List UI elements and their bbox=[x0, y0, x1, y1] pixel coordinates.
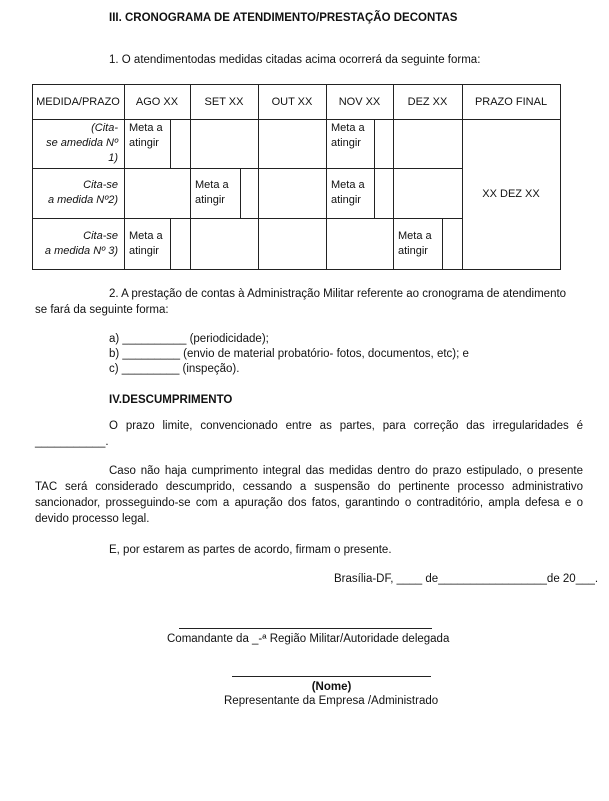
section-title: III. CRONOGRAMA DE ATENDIMENTO/PRESTAÇÃO DECONTAS bbox=[109, 12, 458, 24]
row1-ago-meta: Meta a atingir bbox=[129, 122, 163, 149]
row1-nov-meta: Meta a atingir bbox=[331, 122, 365, 149]
prazo-final-value: XX DEZ XX bbox=[482, 188, 540, 200]
header-medida-prazo: MEDIDA/PRAZO bbox=[36, 96, 120, 108]
item-1-text: 1. O atendimentodas medidas citadas acima ocorrerá da seguinte forma: bbox=[109, 54, 481, 66]
header-dez: DEZ XX bbox=[407, 96, 448, 108]
descumprimento-line1: O prazo limite, convencionado entre as partes, para correção das irregularidades é bbox=[109, 420, 583, 432]
signature-1-label: Comandante da _-ª Região Militar/Autoridade delegada bbox=[167, 633, 450, 645]
schedule-table bbox=[32, 84, 561, 270]
header-prazo-final: PRAZO FINAL bbox=[474, 96, 548, 108]
local-data: Brasília-DF, ____ de_________________de 20___. bbox=[334, 573, 599, 585]
signature-2-role: Representante da Empresa /Administrado bbox=[224, 695, 439, 707]
item-2-line2: se fará da seguinte forma: bbox=[35, 304, 169, 316]
signature-line-1 bbox=[179, 628, 432, 629]
caso-line1: Caso não haja cumprimento integral das medidas dentro do prazo estipulado, o presente bbox=[109, 465, 583, 477]
signature-line-2 bbox=[232, 676, 431, 677]
row2-set-meta: Meta a atingir bbox=[195, 179, 229, 206]
caso-line3: sancionador, prosseguindo-se com a apuração dos fatos, garantindo o contraditório, ampla defesa e o bbox=[35, 497, 583, 509]
header-out: OUT XX bbox=[271, 96, 313, 108]
caso-line2: TAC será considerado descumprido, cessando a suspensão do pertinente processo administrativo bbox=[35, 481, 583, 493]
section-4-title: IV.DESCUMPRIMENTO bbox=[109, 394, 233, 406]
list-item-b: b) _________ (envio de material probatório- fotos, documentos, etc); e bbox=[109, 348, 469, 360]
row2-medida: Cita-se a medida Nº2) bbox=[47, 179, 118, 206]
acordo-text: E, por estarem as partes de acordo, firmam o presente. bbox=[109, 544, 392, 556]
descumprimento-line2: ___________. bbox=[35, 436, 109, 448]
row1-medida: (Cita- se amedida Nº 1) bbox=[46, 122, 118, 164]
row2-nov-meta: Meta a atingir bbox=[331, 179, 365, 206]
signature-2-name: (Nome) bbox=[311, 681, 352, 693]
row3-ago-meta: Meta a atingir bbox=[129, 230, 163, 257]
header-set: SET XX bbox=[204, 96, 244, 108]
header-ago: AGO XX bbox=[135, 96, 179, 108]
row3-dez-meta: Meta a atingir bbox=[398, 230, 432, 257]
caso-line4: devido processo legal. bbox=[35, 513, 150, 525]
list-item-a: a) __________ (periodicidade); bbox=[109, 333, 269, 345]
list-item-c: c) _________ (inspeção). bbox=[109, 363, 240, 375]
item-2-line1: 2. A prestação de contas à Administração Militar referente ao cronograma de atendimento bbox=[109, 288, 567, 300]
header-nov: NOV XX bbox=[338, 96, 381, 108]
row3-medida: Cita-se a medida Nº 3) bbox=[44, 230, 118, 257]
